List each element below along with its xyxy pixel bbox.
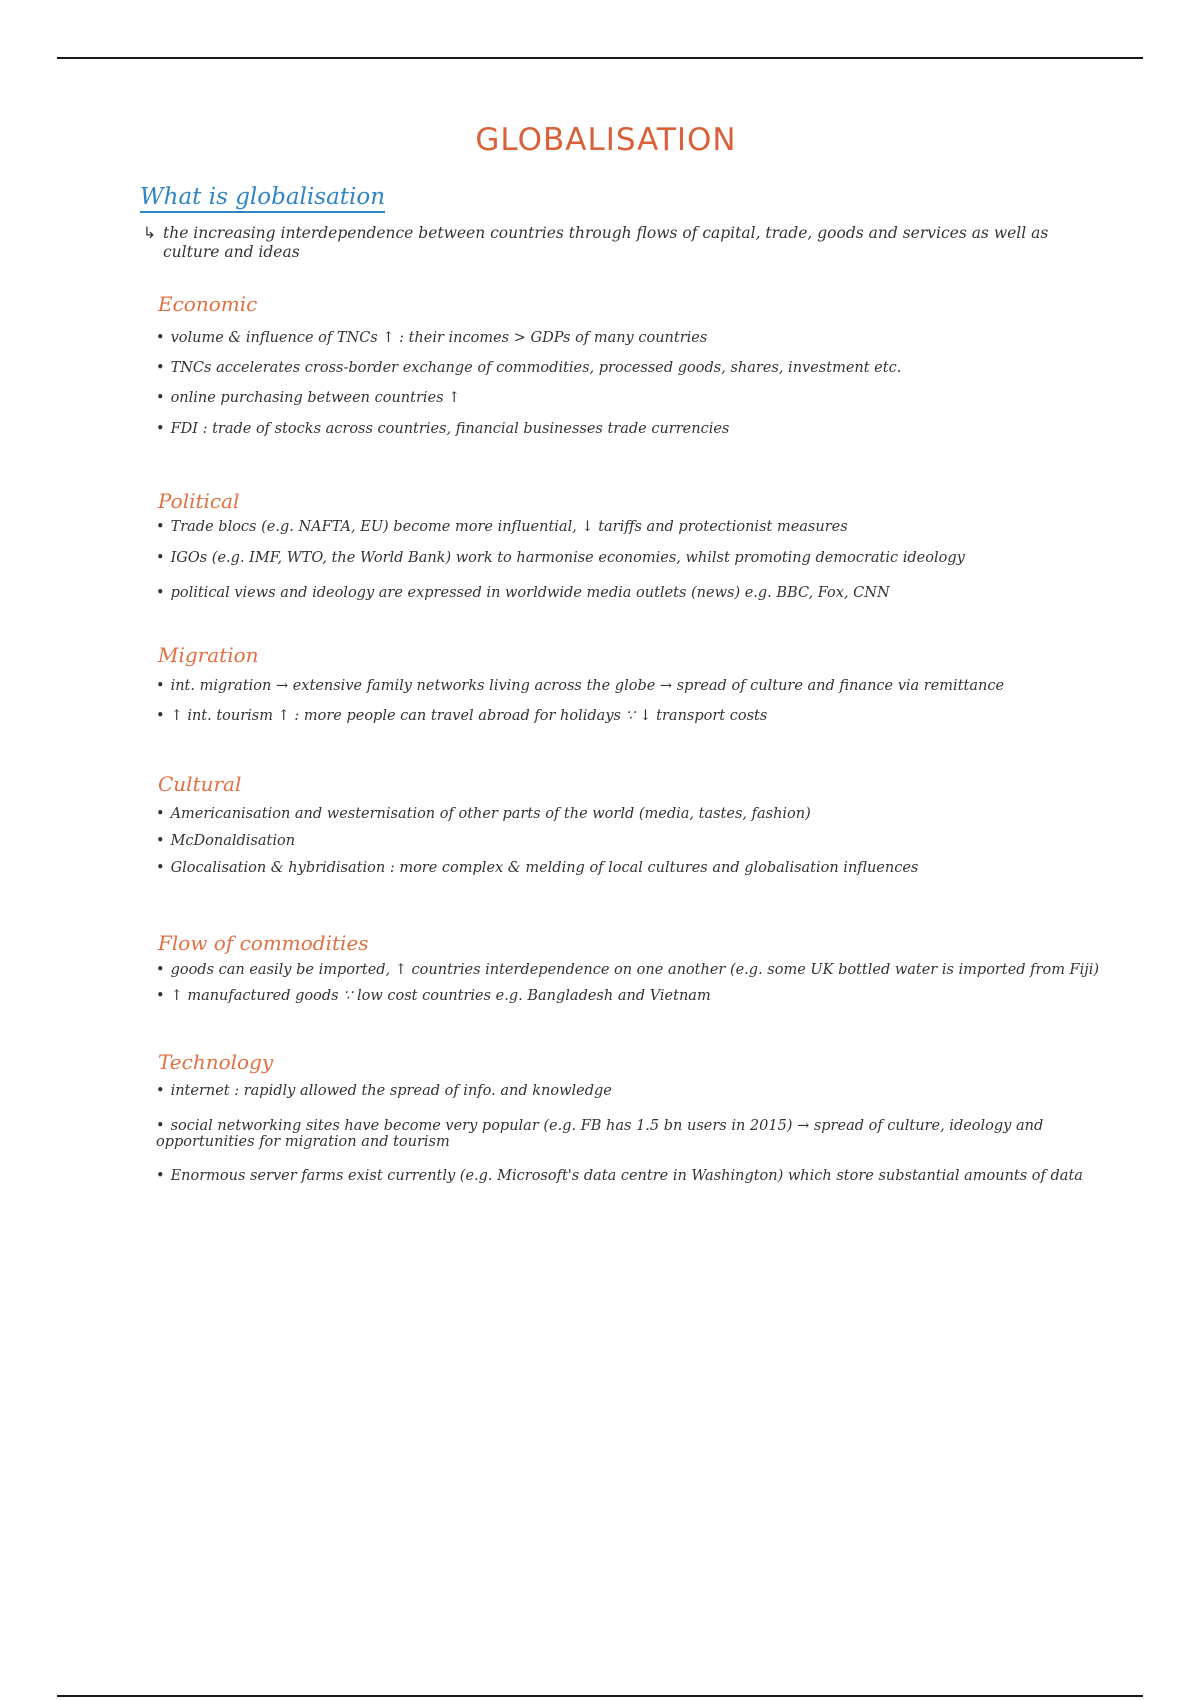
list-item: • IGOs (e.g. IMF, WTO, the World Bank) work to harmonise economies, whilst promoting democratic ideology bbox=[156, 550, 965, 566]
return-arrow-icon: ↳ bbox=[143, 224, 156, 242]
list-item: • FDI : trade of stocks across countries, financial businesses trade currencies bbox=[156, 421, 730, 437]
list-item: • internet : rapidly allowed the spread of info. and knowledge bbox=[156, 1083, 612, 1099]
list-item: • online purchasing between countries ↑ bbox=[156, 390, 461, 406]
list-item: • volume & influence of TNCs ↑ : their incomes > GDPs of many countries bbox=[156, 330, 708, 346]
list-item: • int. migration → extensive family networks living across the globe → spread of culture and finance via remittance bbox=[156, 678, 1005, 694]
list-item: • TNCs accelerates cross-border exchange of commodities, processed goods, shares, investment etc. bbox=[156, 360, 902, 376]
definition-block bbox=[143, 224, 1063, 262]
list-item: • McDonaldisation bbox=[156, 833, 296, 849]
list-item: • Enormous server farms exist currently (e.g. Microsoft's data centre in Washington) which store substantial amounts of data bbox=[156, 1168, 1083, 1184]
list-item: • Glocalisation & hybridisation : more complex & melding of local cultures and globalisation influences bbox=[156, 860, 919, 876]
list-item: • Americanisation and westernisation of other parts of the world (media, tastes, fashion) bbox=[156, 806, 811, 822]
definition-text: the increasing interdependence between countries through flows of capital, trade, goods and services as well as culture and ideas bbox=[163, 224, 1049, 261]
section-heading-economic: Economic bbox=[158, 292, 258, 316]
list-item: • ↑ manufactured goods ∵ low cost countries e.g. Bangladesh and Vietnam bbox=[156, 988, 711, 1004]
section-heading-technology: Technology bbox=[158, 1050, 274, 1074]
list-item: • goods can easily be imported, ↑ countries interdependence on one another (e.g. some UK bottled water is imported from Fiji) bbox=[156, 962, 1100, 978]
section-heading-cultural: Cultural bbox=[158, 772, 242, 796]
section-heading-migration: Migration bbox=[158, 643, 259, 667]
list-item: • ↑ int. tourism ↑ : more people can travel abroad for holidays ∵ ↓ transport costs bbox=[156, 708, 768, 724]
bottom-rule bbox=[57, 1695, 1143, 1697]
list-item: • political views and ideology are expressed in worldwide media outlets (news) e.g. BBC, Fox, CNN bbox=[156, 585, 890, 601]
section-heading-flow-of-commodities: Flow of commodities bbox=[158, 931, 369, 955]
top-rule bbox=[57, 57, 1143, 59]
page-title: GLOBALISATION bbox=[475, 122, 737, 158]
definition-heading: What is globalisation bbox=[140, 184, 385, 213]
list-item: • social networking sites have become very popular (e.g. FB has 1.5 bn users in 2015) → spread of culture, ideology and opportunities for migration and tourism bbox=[156, 1118, 1044, 1150]
list-item: • Trade blocs (e.g. NAFTA, EU) become more influential, ↓ tariffs and protectionist measures bbox=[156, 519, 848, 535]
section-heading-political: Political bbox=[158, 489, 240, 513]
